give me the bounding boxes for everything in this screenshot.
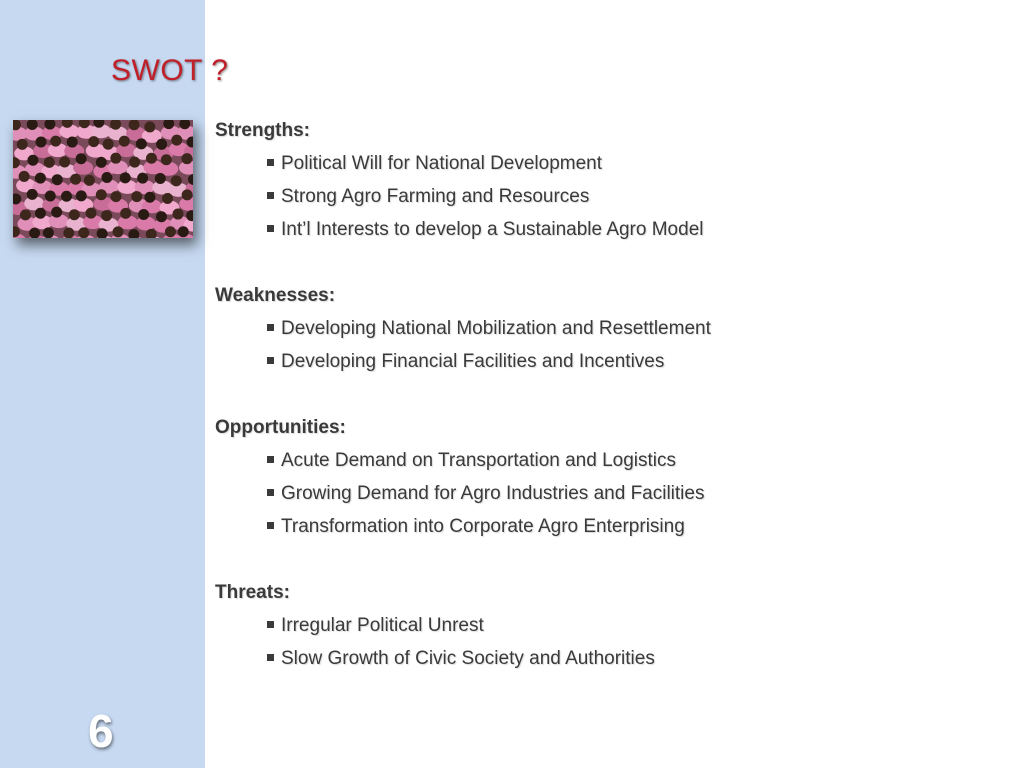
heading-weaknesses: Weaknesses: [215, 285, 336, 306]
item-text: Slow Growth of Civic Society and Authorities [281, 648, 655, 669]
heading-strengths: Strengths: [215, 120, 310, 141]
item-text: Developing Financial Facilities and Incentives [281, 351, 665, 372]
crowd-photo [13, 120, 193, 238]
slide-number: 6 [88, 705, 114, 757]
list-item [215, 315, 995, 348]
list-item [215, 645, 995, 678]
slide-title: SWOT ? [111, 54, 229, 87]
item-text: Irregular Political Unrest [281, 615, 484, 636]
item-text: Transformation into Corporate Agro Enterprising [281, 516, 685, 537]
square-bullet-icon [267, 192, 274, 199]
section-opportunities [215, 414, 995, 546]
section-threats [215, 579, 995, 678]
square-bullet-icon [267, 357, 274, 364]
square-bullet-icon [267, 522, 274, 529]
list-item [215, 150, 995, 183]
sidebar-panel [0, 0, 205, 768]
square-bullet-icon [267, 225, 274, 232]
square-bullet-icon [267, 621, 274, 628]
list-item [215, 480, 995, 513]
swot-content [215, 117, 995, 711]
heading-threats: Threats: [215, 582, 290, 603]
section-weaknesses [215, 282, 995, 381]
square-bullet-icon [267, 654, 274, 661]
item-text: Strong Agro Farming and Resources [281, 186, 590, 207]
list-item [215, 612, 995, 645]
item-text: Int’l Interests to develop a Sustainable Agro Model [281, 219, 704, 240]
list-item [215, 348, 995, 381]
list-item [215, 216, 995, 249]
list-item [215, 447, 995, 480]
item-text: Developing National Mobilization and Resettlement [281, 318, 711, 339]
list-item [215, 183, 995, 216]
heading-opportunities: Opportunities: [215, 417, 346, 438]
item-text: Acute Demand on Transportation and Logistics [281, 450, 677, 471]
item-text: Political Will for National Development [281, 153, 603, 174]
list-item [215, 513, 995, 546]
square-bullet-icon [267, 159, 274, 166]
square-bullet-icon [267, 456, 274, 463]
square-bullet-icon [267, 324, 274, 331]
item-text: Growing Demand for Agro Industries and Facilities [281, 483, 705, 504]
square-bullet-icon [267, 489, 274, 496]
section-strengths [215, 117, 995, 249]
